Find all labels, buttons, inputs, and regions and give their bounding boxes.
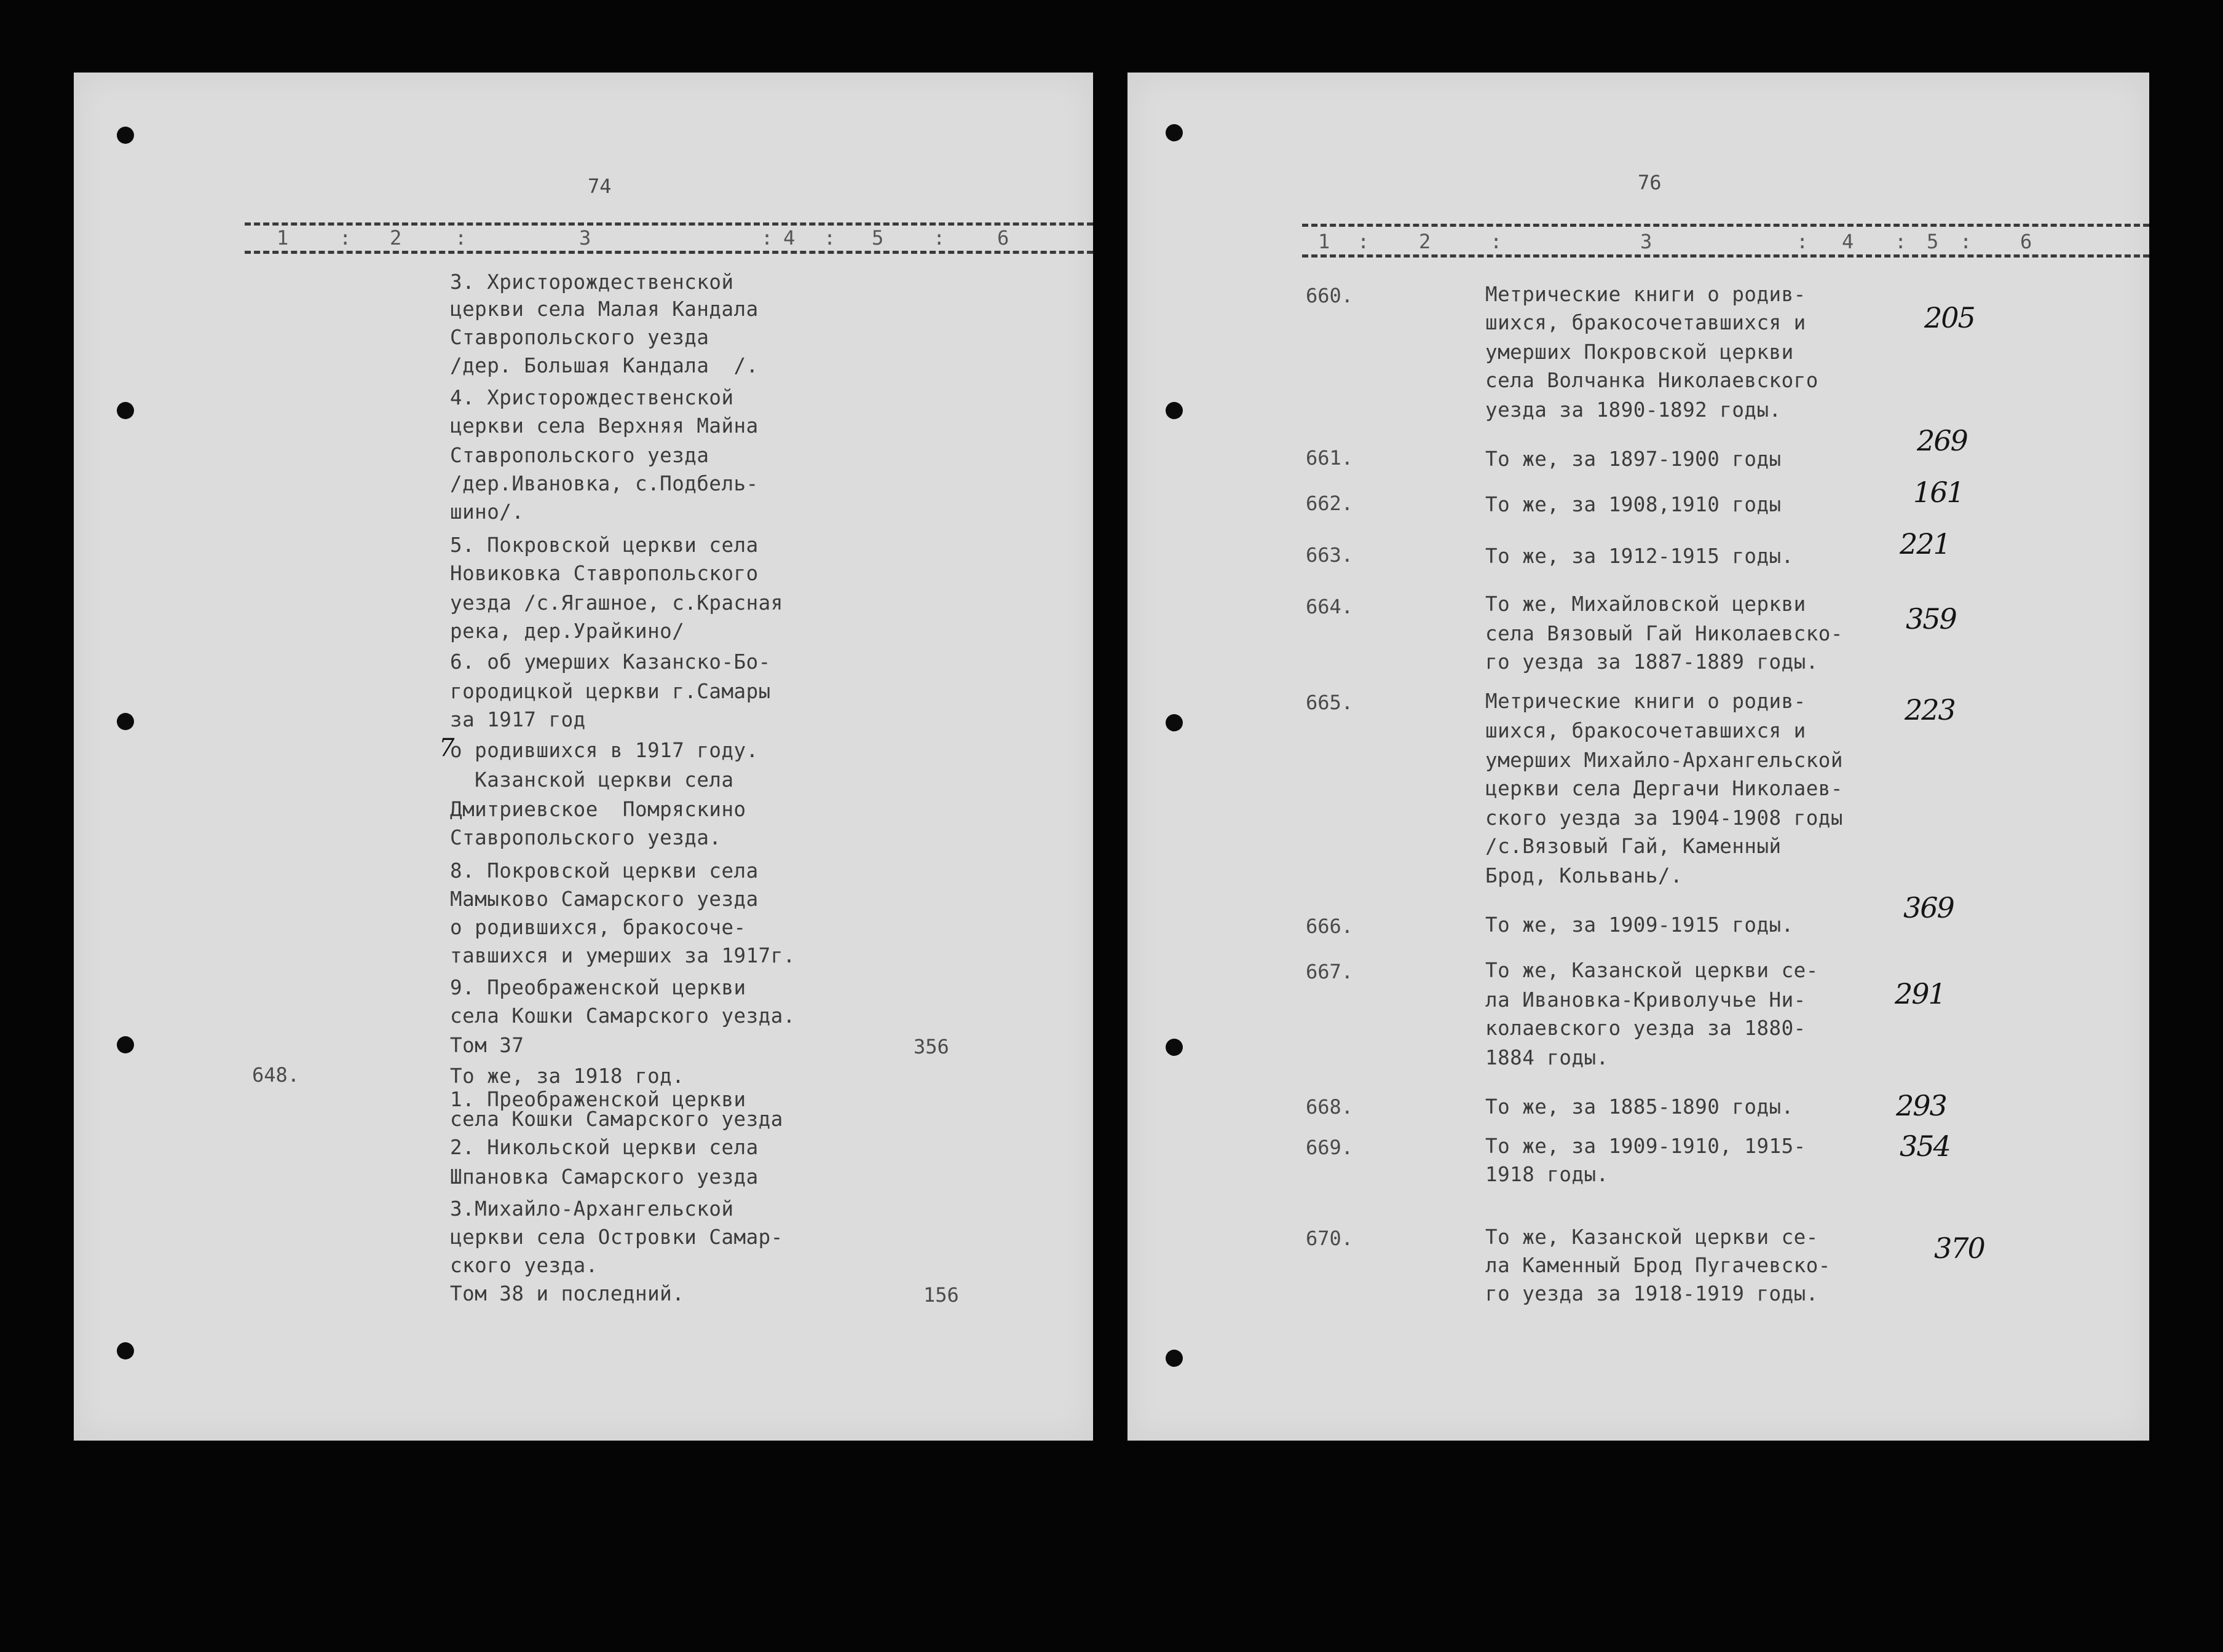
entry-number: 664. — [1306, 595, 1354, 618]
entry-line: Ставропольского уезда — [450, 444, 709, 467]
binding-hole — [117, 1036, 134, 1053]
binding-hole — [1166, 1350, 1183, 1367]
entry-line: /дер.Ивановка, с.Подбель- — [450, 472, 759, 495]
binding-hole — [1166, 1039, 1183, 1056]
entry-line: Ставропольского уезда. — [450, 826, 722, 849]
entry-line: села Вязовый Гай Николаевско- — [1485, 622, 1843, 645]
entry-line: шино/. — [450, 500, 524, 524]
entry-line: села Кошки Самарского уезда. — [450, 1004, 796, 1028]
entry-line: церкви села Дергачи Николаев- — [1485, 777, 1843, 800]
entry-line: Брод, Кольвань/. — [1485, 864, 1683, 887]
handwritten-number: 370 — [1934, 1232, 1984, 1265]
entry-line: То же, за 1909-1915 годы. — [1485, 913, 1794, 937]
left-page: 74 1 : 2 : 3 : 4 : 5 : 6 3. Христорождественской церкви села Малая Кандала Ставропольского уезда /дер. Большая Кандала /. 4. Христорождественской церкви села Верхняя Майна Ставропольского уезда /дер.Ивановка, с.Подбель- шино/. 5. Покровской церкви села Новиковка Ставропольского уезда /с.Ягашное, с.Красная река, дер.Урайкино/ 6. об умерших Казанско-Бо- городицкой церкви г.Самары за 1917 год 7 о родившихся в 1917 году. Казанской церкви села Дмитриевское Помряскино Ставропольского уезда. 8. Покровской церкви села Мамыково Самарского уезда о родившихся, бракосоче- тавшихся и умерших за 1917г. 9. Преображенской церкви села Кошки Самарского уезда. Том 37 356 648. То же, за 1918 год. 1. Преображенской церкви села Кошки Самарского уезда 2. Никольской церкви села Шпановка Самарского уезда 3.Михайло-Архангельской церкви села Островки Самар- ского уезда. Том 38 и последний. 156 — [74, 73, 1093, 1441]
handwritten-number: 223 — [1905, 693, 1955, 726]
entry-line: 1. Преображенской церкви — [450, 1088, 746, 1111]
handwritten-number: 291 — [1895, 977, 1945, 1010]
entry-line: Шпановка Самарского уезда — [450, 1165, 759, 1189]
entry-line: Ставропольского уезда — [450, 326, 709, 349]
entry-number: 665. — [1306, 691, 1354, 714]
binding-hole — [1166, 402, 1183, 419]
entry-line: Том 38 и последний. — [450, 1282, 685, 1305]
header-rule — [1302, 224, 2149, 227]
handwritten-number: 293 — [1896, 1089, 1946, 1122]
entry-line: То же, за 1918 год. — [450, 1064, 685, 1088]
entry-line: То же, Михайловской церкви — [1485, 592, 1806, 616]
entry-line: 5. Покровской церкви села — [450, 533, 759, 557]
entry-line: го уезда за 1918-1919 годы. — [1485, 1282, 1818, 1305]
entry-line: Новиковка Ставропольского — [450, 562, 759, 585]
entry-line: уезда за 1890-1892 годы. — [1485, 398, 1782, 422]
entry-line: река, дер.Урайкино/ — [450, 620, 685, 643]
handwritten-number: 359 — [1906, 602, 1956, 635]
binding-hole — [1166, 714, 1183, 731]
handwritten-number: 161 — [1913, 476, 1964, 509]
entry-line: Мамыково Самарского уезда — [450, 887, 759, 911]
entry-number: 648. — [252, 1063, 300, 1087]
entry-line: То же, за 1909-1910, 1915- — [1485, 1135, 1806, 1158]
entry-line: церкви села Малая Кандала — [450, 297, 759, 321]
entry-line: го уезда за 1887-1889 годы. — [1485, 650, 1818, 674]
entry-line: тавшихся и умерших за 1917г. — [450, 944, 796, 967]
entry-line: 1918 годы. — [1485, 1163, 1609, 1186]
entry-line: /дер. Большая Кандала /. — [450, 354, 759, 377]
handwritten-number: 7 — [439, 734, 455, 762]
entry-line: села Волчанка Николаевского — [1485, 369, 1818, 392]
entry-line: ского уезда за 1904-1908 годы — [1485, 806, 1843, 830]
entry-number: 663. — [1306, 543, 1354, 567]
entry-number: 660. — [1306, 284, 1354, 307]
entry-line: 9. Преображенской церкви — [450, 976, 746, 999]
entry-line: То же, за 1897-1900 годы — [1485, 447, 1782, 471]
sheet-count: 156 — [923, 1283, 959, 1307]
binding-hole — [117, 1342, 134, 1359]
entry-line: 3.Михайло-Архангельской — [450, 1197, 734, 1221]
entry-number: 668. — [1306, 1095, 1354, 1119]
header-rule — [1302, 254, 2149, 258]
entry-line: уезда /с.Ягашное, с.Красная — [450, 591, 783, 615]
entry-line: ла Ивановка-Криволучье Ни- — [1485, 988, 1806, 1012]
entry-number: 662. — [1306, 492, 1354, 515]
binding-hole — [117, 713, 134, 730]
right-page: 76 1 : 2 : 3 : 4 : 5 : 6 660. Метрические книги о родив- шихся, бракосочетавшихся и умерших Покровской церкви села Волчанка Николаевского уезда за 1890-1892 годы. 205 661. То же, за 1897-1900 годы 269 662. То же, за 1908,1910 годы 161 663. То же, за 1912-1915 годы. 221 664. То же, Михайловской церкви села Вязовый Гай Николаевско- го уезда за 1887-1889 годы. 359 665. Метрические книги о родив- шихся, бракосочетавшихся и умерших Михайло-Архангельской церкви села Дергачи Николаев- ского уезда за 1904-1908 годы /с.Вязовый Гай, Каменный Брод, Кольвань/. 223 666. То же, за 1909-1915 годы. 369 667. То же, Казанской церкви се- ла Ивановка-Криволучье Ни- колаевского уезда за 1880- 1884 годы. 291 668. То же, за 1885-1890 годы. 293 669. То же, за 1909-1910, 1915- 1918 годы. 354 670. То же, Казанской церкви се- ла Каменный Брод Пугачевско- го уезда за 1918-1919 годы. 370 — [1127, 73, 2149, 1441]
entry-line: 2. Никольской церкви села — [450, 1136, 759, 1159]
entry-line: умерших Михайло-Архангельской — [1485, 749, 1843, 772]
entry-line: То же, Казанской церкви се- — [1485, 1225, 1818, 1249]
entry-line: То же, Казанской церкви се- — [1485, 959, 1818, 982]
entry-line: за 1917 год — [450, 708, 586, 731]
entry-line: ского уезда. — [450, 1254, 598, 1277]
entry-number: 661. — [1306, 446, 1354, 470]
entry-line: Метрические книги о родив- — [1485, 283, 1806, 306]
page-number: 74 — [588, 175, 612, 198]
entry-number: 670. — [1306, 1227, 1354, 1250]
entry-number: 666. — [1306, 914, 1354, 938]
entry-line: села Кошки Самарского уезда — [450, 1107, 783, 1131]
entry-line: Метрические книги о родив- — [1485, 690, 1806, 713]
header-rule — [245, 251, 1093, 254]
entry-line: 6. об умерших Казанско-Бо- — [450, 650, 771, 674]
entry-line: 8. Покровской церкви села — [450, 859, 759, 883]
entry-line: ла Каменный Брод Пугачевско- — [1485, 1254, 1831, 1277]
entry-line: Казанской церкви села — [450, 768, 734, 792]
handwritten-number: 369 — [1903, 891, 1954, 924]
entry-line: церкви села Верхняя Майна — [450, 414, 759, 438]
entry-line: о родившихся в 1917 году. — [450, 739, 759, 762]
entry-line: /с.Вязовый Гай, Каменный — [1485, 835, 1782, 858]
entry-line: умерших Покровской церкви — [1485, 340, 1794, 364]
entry-number: 667. — [1306, 960, 1354, 983]
handwritten-number: 269 — [1917, 424, 1967, 457]
entry-line: То же, за 1885-1890 годы. — [1485, 1095, 1794, 1119]
handwritten-number: 221 — [1900, 527, 1950, 560]
binding-hole — [1166, 124, 1183, 141]
header-rule — [245, 222, 1093, 226]
entry-line: шихся, бракосочетавшихся и — [1485, 311, 1806, 334]
entry-line: шихся, бракосочетавшихся и — [1485, 719, 1806, 742]
entry-line: городицкой церкви г.Самары — [450, 680, 771, 703]
binding-hole — [117, 127, 134, 144]
entry-line: о родившихся, бракосоче- — [450, 916, 746, 939]
entry-line: Дмитриевское Помряскино — [450, 798, 746, 821]
entry-line: То же, за 1908,1910 годы — [1485, 493, 1782, 516]
handwritten-number: 205 — [1924, 301, 1975, 334]
binding-hole — [117, 402, 134, 419]
entry-line: колаевского уезда за 1880- — [1485, 1017, 1806, 1040]
sheet-count: 356 — [914, 1035, 949, 1058]
entry-number: 669. — [1306, 1136, 1354, 1159]
entry-line: 3. Христорождественской — [450, 270, 734, 294]
entry-line: 1884 годы. — [1485, 1046, 1609, 1069]
page-number: 76 — [1638, 171, 1662, 194]
handwritten-number: 354 — [1900, 1130, 1950, 1163]
entry-line: То же, за 1912-1915 годы. — [1485, 545, 1794, 568]
entry-line: церкви села Островки Самар- — [450, 1225, 783, 1249]
entry-line: 4. Христорождественской — [450, 386, 734, 409]
entry-line: Том 37 — [450, 1034, 524, 1057]
